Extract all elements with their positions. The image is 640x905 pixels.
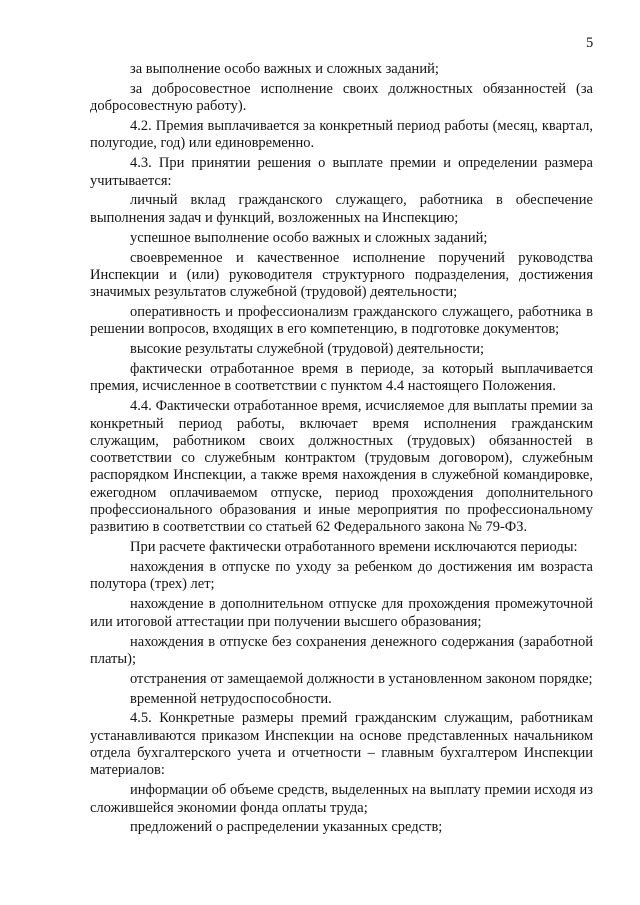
paragraph: информации об объеме средств, выделенных на выплату премии исходя из сложившейся экономии фонда оплаты труда; [90,782,593,816]
paragraph: высокие результаты служебной (трудовой) деятельности; [130,341,484,358]
paragraph: нахождение в дополнительном отпуске для прохождения промежуточной или итоговой аттестации при получении высшего образования; [90,596,593,630]
paragraph: отстранения от замещаемой должности в установленном законом порядке; [130,670,593,687]
paragraph: личный вклад гражданского служащего, работника в обеспечение выполнения задач и функций, возложенных на Инспекцию; [90,192,593,226]
paragraph: своевременное и качественное исполнение поручений руководства Инспекции и (или) руководителя структурного подразделения, достижения значимых результатов служебной (трудовой) деятельности; [90,249,593,301]
paragraph: оперативность и профессионализм гражданского служащего, работника в решении вопросов, входящих в его компетенцию, в подготовке документов; [90,304,593,338]
paragraph: временной нетрудоспособности. [130,690,332,707]
page-number: 5 [586,35,594,51]
paragraph: 4.2. Премия выплачивается за конкретный период работы (месяц, квартал, полугодие, год) или единовременно. [90,118,593,152]
paragraph: фактически отработанное время в периоде, за который выплачивается премия, исчисленное в соответствии с пунктом 4.4 настоящего Положения. [90,361,593,395]
paragraph: 4.4. Фактически отработанное время, исчисляемое для выплаты премии за конкретный период работы, включает время исполнения гражданским служащим, работником своих должностных (трудовых) обязанностей в соответствии со служебным контрактом (трудовым договором), служебным распорядком Инспекции, а также время нахождения в служебной командировке, ежегодном оплачиваемом отпуске, период прохождения дополнительного профессионального образования и иные мероприятия по профессиональному развитию в соответствии со статьей 62 Федерального закона № 79-ФЗ. [90,398,593,536]
paragraph: При расчете фактически отработанного времени исключаются периоды: [130,539,578,556]
paragraph: нахождения в отпуске по уходу за ребенком до достижения им возраста полутора (трех) лет; [90,559,593,593]
paragraph: успешное выполнение особо важных и сложных заданий; [130,229,488,246]
paragraph: 4.5. Конкретные размеры премий гражданским служащим, работникам устанавливаются приказом Инспекции на основе представленных начальником отдела бухгалтерского учета и отчетности – главным бухгалтером Инспекции материалов: [90,710,593,779]
paragraph: за выполнение особо важных и сложных заданий; [130,61,439,77]
paragraph: 4.3. При принятии решения о выплате премии и определении размера учитывается: [90,155,593,189]
document-body [90,61,593,839]
paragraph: предложений о распределении указанных средств; [130,819,443,836]
paragraph: за добросовестное исполнение своих должностных обязанностей (за добросовестную работу). [90,80,593,115]
paragraph: нахождения в отпуске без сохранения денежного содержания (заработной платы); [90,633,593,667]
